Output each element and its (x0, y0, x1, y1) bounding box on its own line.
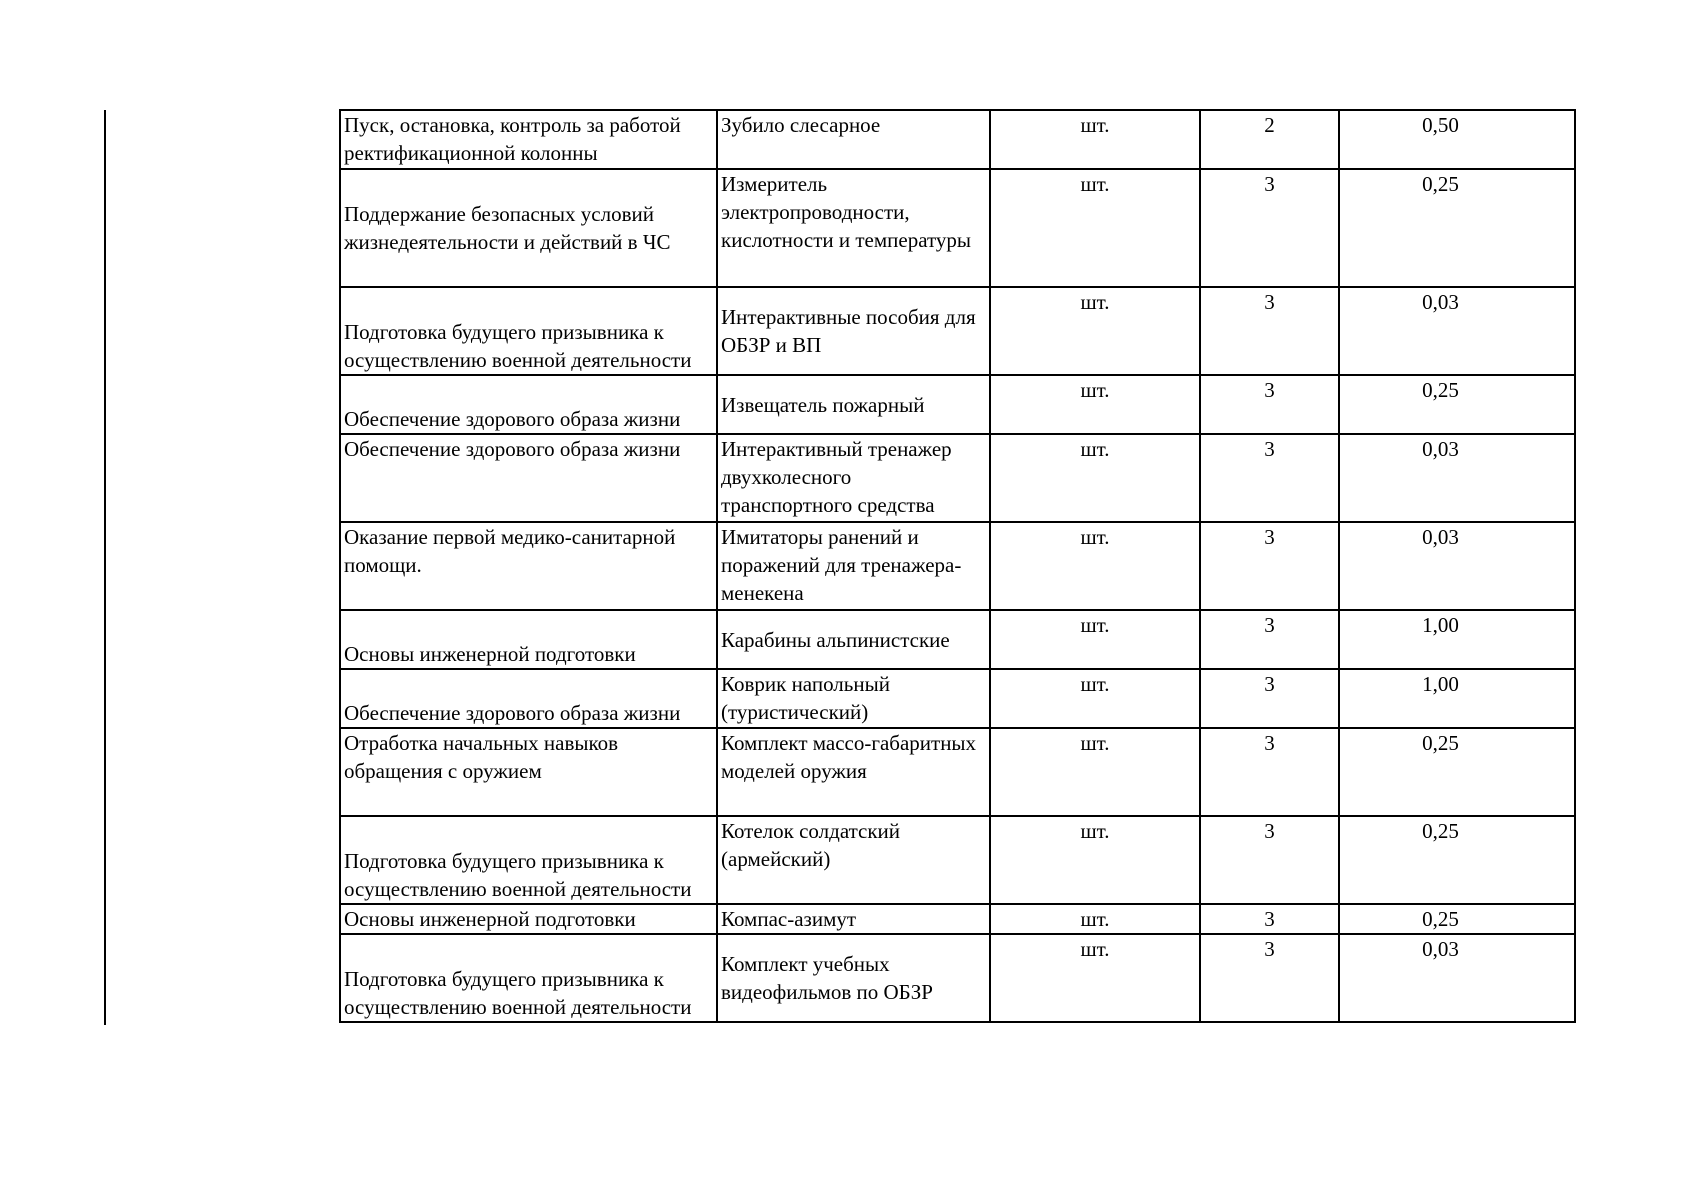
norm-cell: 0,03 (1339, 434, 1575, 522)
norm-cell: 0,25 (1339, 375, 1575, 434)
table-row (340, 287, 1575, 375)
equipment-cell: Интерактивный тренажер двухколесного транспортного средства (717, 434, 990, 522)
quantity-cell: 3 (1200, 669, 1339, 728)
quantity-cell: 3 (1200, 934, 1339, 1022)
quantity-cell: 3 (1200, 610, 1339, 669)
equipment-cell: Комплект учебных видеофильмов по ОБЗР (717, 934, 990, 1022)
quantity-cell: 3 (1200, 287, 1339, 375)
quantity-cell: 3 (1200, 816, 1339, 904)
competency-cell: Обеспечение здорового образа жизни (340, 669, 717, 728)
norm-cell: 0,25 (1339, 169, 1575, 287)
equipment-cell: Извещатель пожарный (717, 375, 990, 434)
quantity-cell: 3 (1200, 375, 1339, 434)
norm-cell: 1,00 (1339, 669, 1575, 728)
competency-cell: Пуск, остановка, контроль за работой ректификационной колонны (340, 110, 717, 169)
unit-cell: шт. (990, 610, 1200, 669)
competency-cell: Подготовка будущего призывника к осуществлению военной деятельности (340, 934, 717, 1022)
equipment-cell: Коврик напольный (туристический) (717, 669, 990, 728)
page-left-margin-rule (104, 110, 106, 1025)
norm-cell: 1,00 (1339, 610, 1575, 669)
unit-cell: шт. (990, 934, 1200, 1022)
equipment-cell: Зубило слесарное (717, 110, 990, 169)
table-row (340, 934, 1575, 1022)
unit-cell: шт. (990, 904, 1200, 934)
table-row (340, 669, 1575, 728)
equipment-cell: Компас-азимут (717, 904, 990, 934)
equipment-table-body (340, 110, 1575, 1022)
quantity-cell: 3 (1200, 434, 1339, 522)
equipment-cell: Имитаторы ранений и поражений для тренажера-менекена (717, 522, 990, 610)
competency-cell: Обеспечение здорового образа жизни (340, 434, 717, 522)
competency-cell: Отработка начальных навыков обращения с оружием (340, 728, 717, 816)
competency-cell: Обеспечение здорового образа жизни (340, 375, 717, 434)
equipment-cell: Интерактивные пособия для ОБЗР и ВП (717, 287, 990, 375)
table-row (340, 110, 1575, 169)
table-row (340, 728, 1575, 816)
norm-cell: 0,03 (1339, 287, 1575, 375)
quantity-cell: 3 (1200, 169, 1339, 287)
norm-cell: 0,50 (1339, 110, 1575, 169)
unit-cell: шт. (990, 375, 1200, 434)
equipment-cell: Комплект массо-габаритных моделей оружия (717, 728, 990, 816)
table-row (340, 522, 1575, 610)
competency-cell: Оказание первой медико-санитарной помощи. (340, 522, 717, 610)
table-row (340, 434, 1575, 522)
unit-cell: шт. (990, 434, 1200, 522)
equipment-table (339, 109, 1576, 1023)
equipment-cell: Котелок солдатский (армейский) (717, 816, 990, 904)
competency-cell: Подготовка будущего призывника к осуществлению военной деятельности (340, 287, 717, 375)
unit-cell: шт. (990, 816, 1200, 904)
equipment-cell: Измеритель электропроводности, кислотности и температуры (717, 169, 990, 287)
competency-cell: Поддержание безопасных условий жизнедеятельности и действий в ЧС (340, 169, 717, 287)
norm-cell: 0,25 (1339, 728, 1575, 816)
quantity-cell: 3 (1200, 904, 1339, 934)
unit-cell: шт. (990, 669, 1200, 728)
competency-cell: Подготовка будущего призывника к осуществлению военной деятельности (340, 816, 717, 904)
competency-cell: Основы инженерной подготовки (340, 610, 717, 669)
unit-cell: шт. (990, 728, 1200, 816)
unit-cell: шт. (990, 169, 1200, 287)
norm-cell: 0,03 (1339, 522, 1575, 610)
norm-cell: 0,25 (1339, 904, 1575, 934)
quantity-cell: 2 (1200, 110, 1339, 169)
quantity-cell: 3 (1200, 728, 1339, 816)
competency-cell: Основы инженерной подготовки (340, 904, 717, 934)
table-row (340, 169, 1575, 287)
unit-cell: шт. (990, 522, 1200, 610)
table-row (340, 904, 1575, 934)
table-row (340, 375, 1575, 434)
unit-cell: шт. (990, 287, 1200, 375)
norm-cell: 0,25 (1339, 816, 1575, 904)
table-row (340, 610, 1575, 669)
table-row (340, 816, 1575, 904)
norm-cell: 0,03 (1339, 934, 1575, 1022)
unit-cell: шт. (990, 110, 1200, 169)
equipment-cell: Карабины альпинистские (717, 610, 990, 669)
quantity-cell: 3 (1200, 522, 1339, 610)
